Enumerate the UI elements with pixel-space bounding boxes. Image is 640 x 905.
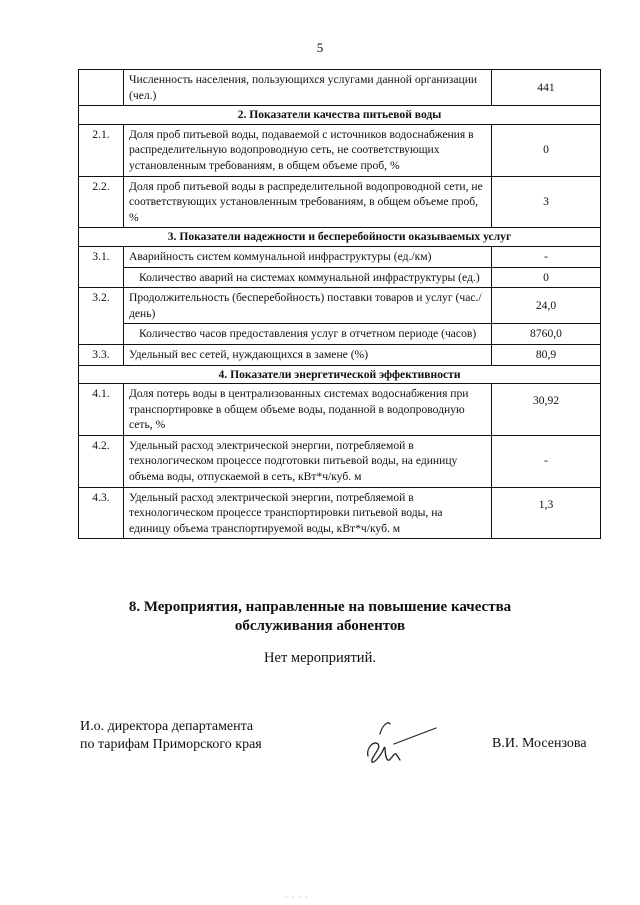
section-8-heading-line2: обслуживания абонентов	[234, 618, 406, 634]
row-description: Количество аварий на системах коммунальной инфраструктуры (ед.)	[124, 267, 492, 288]
table-row	[79, 124, 601, 176]
section-8-text: Нет мероприятий.	[264, 650, 376, 666]
table-row	[79, 246, 601, 267]
row-value: 1,3	[492, 487, 601, 539]
row-value: 0	[492, 124, 601, 176]
row-number: 2.2.	[79, 176, 124, 228]
table-row	[79, 384, 601, 436]
row-number	[79, 267, 124, 288]
signatory-title-line1: И.о. директора департамента	[80, 719, 254, 734]
row-description: Удельный расход электрической энергии, потребляемой в технологическом процессе транспортировки питьевой воды, на единицу объема транспортируемой воды, кВт*ч/куб. м	[124, 487, 492, 539]
row-number: 4.3.	[79, 487, 124, 539]
row-description: Доля проб питьевой воды, подаваемой с источников водоснабжения в распределительную водопроводную сеть, не соответствующих установленным требованиям, в общем объеме проб, %	[124, 124, 492, 176]
row-value: 3	[492, 176, 601, 228]
section-title: 4. Показатели энергетической эффективности	[79, 365, 601, 384]
handwritten-signature	[348, 718, 448, 768]
row-number	[79, 70, 124, 106]
row-description: Удельный расход электрической энергии, потребляемой в технологическом процессе подготовки питьевой воды, на единицу объема воды, отпускаемой в сеть, кВт*ч/куб. м	[124, 435, 492, 487]
row-number: 3.2.	[79, 288, 124, 324]
section-header-row	[79, 228, 601, 247]
section-header-row	[79, 106, 601, 125]
section-title: 2. Показатели качества питьевой воды	[79, 106, 601, 125]
row-number: 3.1.	[79, 246, 124, 267]
row-value: 80,9	[492, 344, 601, 365]
table-row	[79, 176, 601, 228]
row-number: 2.1.	[79, 124, 124, 176]
row-value: 8760,0	[492, 324, 601, 345]
table-row	[79, 70, 601, 106]
indicators-table	[78, 69, 601, 539]
row-description: Удельный вес сетей, нуждающихся в замене (%)	[124, 344, 492, 365]
table-row	[79, 435, 601, 487]
table-row	[79, 324, 601, 345]
row-value: 24,0	[492, 288, 601, 324]
page-number: 5	[316, 40, 324, 55]
section-8-heading	[0, 598, 640, 636]
row-number: 4.1.	[79, 384, 124, 436]
section-8-heading-line1: 8. Мероприятия, направленные на повышение качества	[128, 599, 512, 615]
table-row	[79, 487, 601, 539]
row-value: 0	[492, 267, 601, 288]
row-number	[79, 324, 124, 345]
row-description: Численность населения, пользующихся услугами данной организации (чел.)	[124, 70, 492, 106]
row-value: 441	[492, 70, 601, 106]
table-row	[79, 267, 601, 288]
signatory-title-line2: по тарифам Приморского края	[80, 737, 262, 752]
row-value: 30,92	[492, 384, 601, 436]
row-number: 4.2.	[79, 435, 124, 487]
table-row	[79, 344, 601, 365]
row-description: Продолжительность (бесперебойность) поставки товаров и услуг (час./день)	[124, 288, 492, 324]
section-header-row	[79, 365, 601, 384]
signatory-name: В.И. Мосензова	[492, 736, 587, 751]
row-description: Аварийность систем коммунальной инфраструктуры (ед./км)	[124, 246, 492, 267]
row-value: -	[492, 246, 601, 267]
row-description: Доля проб питьевой воды в распределительной водопроводной сети, не соответствующих установленным требованиям, в общем объеме проб, %	[124, 176, 492, 228]
row-description: Доля потерь воды в централизованных системах водоснабжения при транспортировке в общем объеме воды, поданной в водопроводную сеть, %	[124, 384, 492, 436]
row-description: Количество часов предоставления услуг в отчетном периоде (часов)	[124, 324, 492, 345]
row-value: -	[492, 435, 601, 487]
row-number: 3.3.	[79, 344, 124, 365]
scan-artifact: · · · ·	[285, 893, 309, 902]
section-title: 3. Показатели надежности и бесперебойности оказываемых услуг	[79, 228, 601, 247]
table-row	[79, 288, 601, 324]
signatory-title	[80, 718, 262, 754]
